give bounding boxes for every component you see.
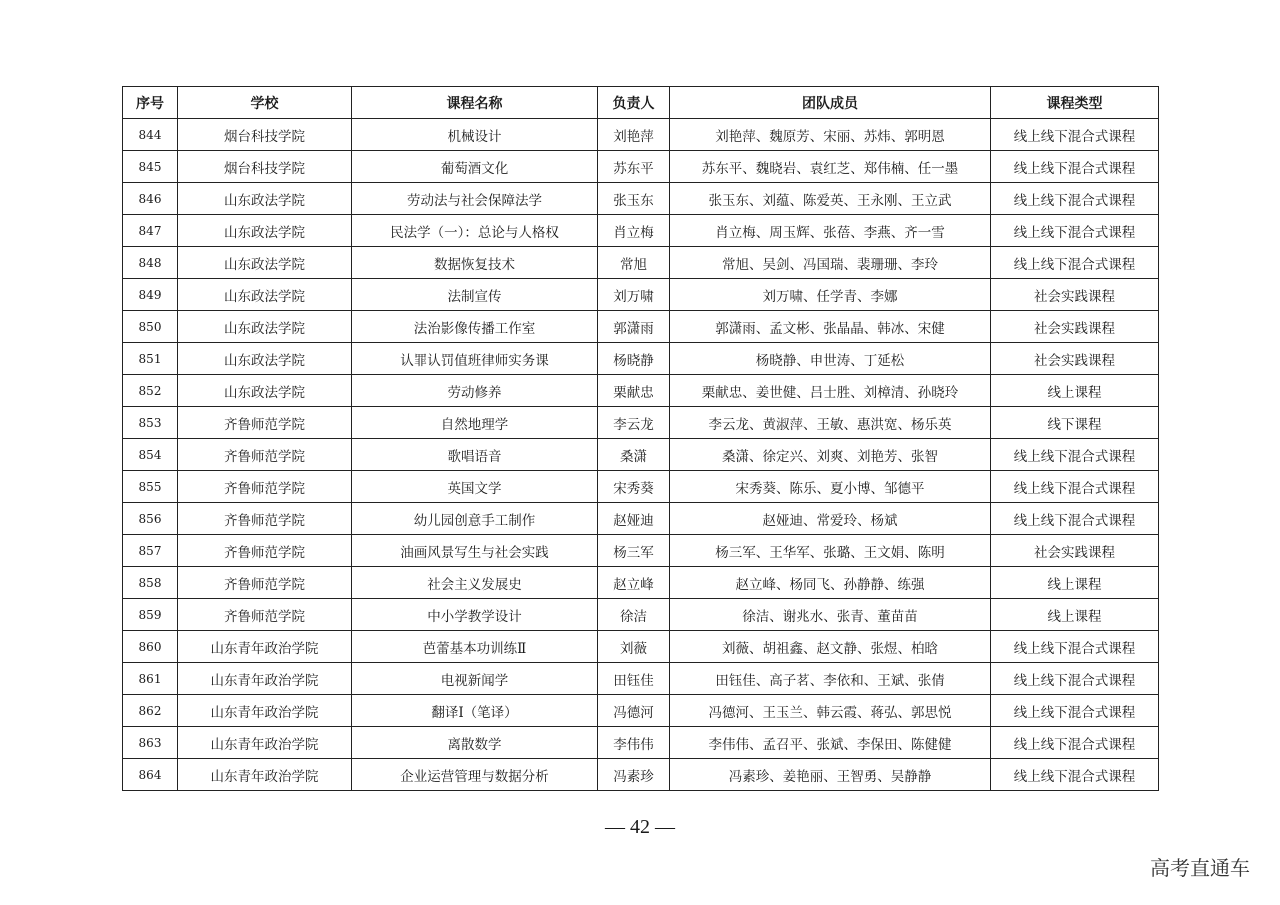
cell-lead: 栗献忠 [598,375,670,407]
table-row [123,151,1159,183]
cell-team-members: 田钰佳、高子茗、李依和、王斌、张倩 [670,663,991,695]
cell-team-members: 李伟伟、孟召平、张斌、李保田、陈健健 [670,727,991,759]
table-row [123,695,1159,727]
cell-course-type: 线上线下混合式课程 [991,183,1159,215]
cell-index: 848 [123,247,178,279]
cell-school: 山东政法学院 [178,311,352,343]
cell-team-members: 栗献忠、姜世健、吕士胜、刘樟清、孙晓玲 [670,375,991,407]
cell-lead: 张玉东 [598,183,670,215]
cell-course-type: 线上线下混合式课程 [991,119,1159,151]
cell-school: 齐鲁师范学院 [178,567,352,599]
cell-course-name: 离散数学 [352,727,598,759]
cell-lead: 刘万啸 [598,279,670,311]
cell-team-members: 冯素珍、姜艳丽、王智勇、吴静静 [670,759,991,791]
cell-school: 山东政法学院 [178,343,352,375]
cell-course-name: 社会主义发展史 [352,567,598,599]
cell-index: 864 [123,759,178,791]
course-list-table [122,86,1159,791]
table-row [123,183,1159,215]
cell-team-members: 宋秀葵、陈乐、夏小博、邹德平 [670,471,991,503]
cell-lead: 冯素珍 [598,759,670,791]
header-lead: 负责人 [598,87,670,119]
table-row [123,375,1159,407]
table-row [123,663,1159,695]
table-header [123,87,1159,119]
cell-course-type: 线上线下混合式课程 [991,631,1159,663]
cell-school: 山东政法学院 [178,183,352,215]
cell-school: 烟台科技学院 [178,119,352,151]
table-row [123,311,1159,343]
cell-course-type: 社会实践课程 [991,343,1159,375]
cell-course-type: 线上线下混合式课程 [991,759,1159,791]
header-row [123,87,1159,119]
cell-course-name: 芭蕾基本功训练Ⅱ [352,631,598,663]
cell-course-name: 电视新闻学 [352,663,598,695]
table-row [123,599,1159,631]
cell-course-name: 认罪认罚值班律师实务课 [352,343,598,375]
cell-lead: 刘艳萍 [598,119,670,151]
cell-school: 齐鲁师范学院 [178,471,352,503]
cell-index: 854 [123,439,178,471]
cell-index: 845 [123,151,178,183]
cell-index: 861 [123,663,178,695]
cell-lead: 宋秀葵 [598,471,670,503]
cell-index: 857 [123,535,178,567]
table-row [123,471,1159,503]
table-row [123,567,1159,599]
cell-course-type: 线上线下混合式课程 [991,695,1159,727]
header-school: 学校 [178,87,352,119]
cell-school: 烟台科技学院 [178,151,352,183]
cell-team-members: 赵娅迪、常爱玲、杨斌 [670,503,991,535]
cell-course-type: 线上线下混合式课程 [991,247,1159,279]
cell-lead: 冯德河 [598,695,670,727]
cell-school: 齐鲁师范学院 [178,503,352,535]
cell-team-members: 徐洁、谢兆水、张青、董苗苗 [670,599,991,631]
cell-index: 851 [123,343,178,375]
cell-lead: 赵立峰 [598,567,670,599]
cell-course-type: 线上课程 [991,375,1159,407]
cell-team-members: 张玉东、刘蕴、陈爱英、王永刚、王立武 [670,183,991,215]
table-row [123,279,1159,311]
cell-team-members: 刘艳萍、魏原芳、宋丽、苏炜、郭明恩 [670,119,991,151]
cell-course-name: 歌唱语音 [352,439,598,471]
cell-course-type: 线上线下混合式课程 [991,663,1159,695]
cell-course-type: 线上线下混合式课程 [991,503,1159,535]
cell-course-name: 翻译Ⅰ（笔译） [352,695,598,727]
cell-school: 山东政法学院 [178,215,352,247]
table-row [123,535,1159,567]
cell-course-type: 线下课程 [991,407,1159,439]
cell-course-name: 民法学（一）：总论与人格权 [352,215,598,247]
cell-lead: 赵娅迪 [598,503,670,535]
cell-lead: 李云龙 [598,407,670,439]
cell-course-type: 线上课程 [991,567,1159,599]
cell-index: 859 [123,599,178,631]
table-row [123,503,1159,535]
cell-index: 863 [123,727,178,759]
cell-course-name: 企业运营管理与数据分析 [352,759,598,791]
cell-school: 山东青年政治学院 [178,631,352,663]
cell-lead: 徐洁 [598,599,670,631]
cell-index: 855 [123,471,178,503]
table-row [123,631,1159,663]
cell-course-type: 社会实践课程 [991,279,1159,311]
header-index: 序号 [123,87,178,119]
cell-school: 山东政法学院 [178,279,352,311]
cell-course-type: 线上线下混合式课程 [991,151,1159,183]
cell-course-name: 英国文学 [352,471,598,503]
cell-lead: 苏东平 [598,151,670,183]
cell-course-type: 线上线下混合式课程 [991,471,1159,503]
cell-course-name: 法治影像传播工作室 [352,311,598,343]
cell-index: 847 [123,215,178,247]
cell-index: 853 [123,407,178,439]
cell-school: 山东政法学院 [178,247,352,279]
page-number: — 42 — [605,816,675,838]
cell-lead: 肖立梅 [598,215,670,247]
header-course-type: 课程类型 [991,87,1159,119]
cell-index: 846 [123,183,178,215]
cell-lead: 刘薇 [598,631,670,663]
cell-team-members: 桑潇、徐定兴、刘爽、刘艳芳、张智 [670,439,991,471]
cell-lead: 杨三军 [598,535,670,567]
cell-school: 山东青年政治学院 [178,663,352,695]
cell-course-name: 幼儿园创意手工制作 [352,503,598,535]
cell-lead: 田钰佳 [598,663,670,695]
cell-index: 856 [123,503,178,535]
cell-school: 山东青年政治学院 [178,759,352,791]
cell-school: 山东青年政治学院 [178,727,352,759]
cell-course-type: 线上课程 [991,599,1159,631]
header-course-name: 课程名称 [352,87,598,119]
cell-course-name: 自然地理学 [352,407,598,439]
cell-school: 齐鲁师范学院 [178,439,352,471]
cell-team-members: 刘薇、胡祖鑫、赵文静、张煜、柏晗 [670,631,991,663]
cell-course-name: 油画风景写生与社会实践 [352,535,598,567]
cell-index: 852 [123,375,178,407]
cell-lead: 杨晓静 [598,343,670,375]
watermark-text: 高考直通车 [1150,856,1250,880]
cell-team-members: 郭潇雨、孟文彬、张晶晶、韩冰、宋健 [670,311,991,343]
cell-team-members: 肖立梅、周玉辉、张蓓、李燕、齐一雪 [670,215,991,247]
cell-course-type: 线上线下混合式课程 [991,439,1159,471]
cell-index: 844 [123,119,178,151]
cell-course-name: 中小学教学设计 [352,599,598,631]
table-row [123,215,1159,247]
cell-course-type: 社会实践课程 [991,311,1159,343]
cell-lead: 李伟伟 [598,727,670,759]
cell-team-members: 冯德河、王玉兰、韩云霞、蒋弘、郭思悦 [670,695,991,727]
cell-school: 山东青年政治学院 [178,695,352,727]
cell-team-members: 李云龙、黄淑萍、王敏、惠洪宽、杨乐英 [670,407,991,439]
cell-lead: 郭潇雨 [598,311,670,343]
cell-team-members: 杨晓静、申世涛、丁延松 [670,343,991,375]
cell-course-name: 机械设计 [352,119,598,151]
cell-team-members: 赵立峰、杨同飞、孙静静、练强 [670,567,991,599]
cell-school: 齐鲁师范学院 [178,599,352,631]
cell-school: 齐鲁师范学院 [178,535,352,567]
table-row [123,759,1159,791]
cell-course-type: 社会实践课程 [991,535,1159,567]
cell-team-members: 苏东平、魏晓岩、袁红芝、郑伟楠、任一墨 [670,151,991,183]
cell-lead: 常旭 [598,247,670,279]
table-row [123,247,1159,279]
cell-course-name: 数据恢复技术 [352,247,598,279]
cell-index: 862 [123,695,178,727]
cell-school: 山东政法学院 [178,375,352,407]
table-row [123,407,1159,439]
table-row [123,439,1159,471]
table-body [123,119,1159,791]
cell-course-name: 劳动修养 [352,375,598,407]
cell-lead: 桑潇 [598,439,670,471]
cell-school: 齐鲁师范学院 [178,407,352,439]
cell-course-name: 法制宣传 [352,279,598,311]
cell-index: 850 [123,311,178,343]
cell-course-name: 葡萄酒文化 [352,151,598,183]
table-row [123,727,1159,759]
table-row [123,119,1159,151]
cell-index: 860 [123,631,178,663]
table-row [123,343,1159,375]
cell-course-type: 线上线下混合式课程 [991,215,1159,247]
cell-course-type: 线上线下混合式课程 [991,727,1159,759]
cell-team-members: 刘万啸、任学青、李娜 [670,279,991,311]
cell-index: 849 [123,279,178,311]
header-team-members: 团队成员 [670,87,991,119]
cell-team-members: 杨三军、王华军、张璐、王文娟、陈明 [670,535,991,567]
cell-course-name: 劳动法与社会保障法学 [352,183,598,215]
cell-team-members: 常旭、吴剑、冯国瑞、裴珊珊、李玲 [670,247,991,279]
cell-index: 858 [123,567,178,599]
